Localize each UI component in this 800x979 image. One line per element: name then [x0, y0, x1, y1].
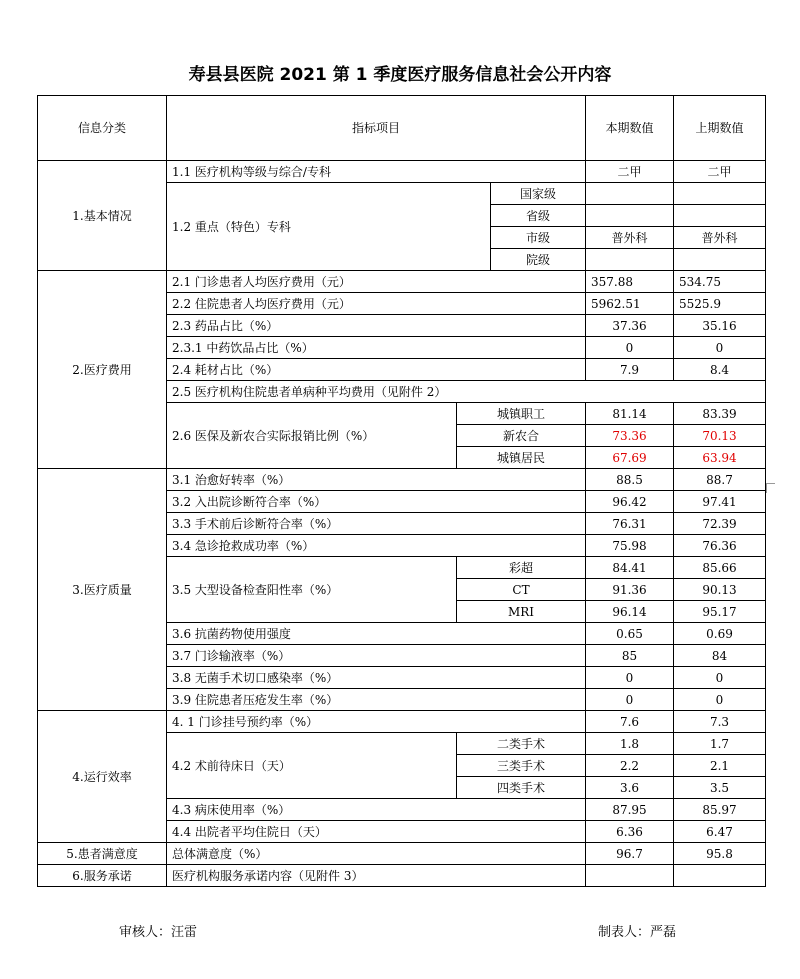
- current-value: 85: [586, 645, 674, 667]
- sub-label: 城镇职工: [457, 403, 586, 425]
- previous-value: 76.36: [674, 535, 766, 557]
- current-value: 357.88: [586, 271, 674, 293]
- indicator-label: 3.9 住院患者压疮发生率（%）: [167, 689, 586, 711]
- header-previous: 上期数值: [674, 96, 766, 161]
- indicator-label: 3.7 门诊输液率（%）: [167, 645, 586, 667]
- sub-label: 彩超: [457, 557, 586, 579]
- previous-value: [674, 183, 766, 205]
- indicator-label: 3.4 急诊抢救成功率（%）: [167, 535, 586, 557]
- sub-label: 国家级: [491, 183, 586, 205]
- category-cell: 6.服务承诺: [38, 865, 167, 887]
- indicator-label: 1.1 医疗机构等级与综合/专科: [167, 161, 586, 183]
- sub-label: 城镇居民: [457, 447, 586, 469]
- current-value: [586, 249, 674, 271]
- indicator-label: 3.8 无菌手术切口感染率（%）: [167, 667, 586, 689]
- current-value: 67.69: [586, 447, 674, 469]
- previous-value: 0: [674, 337, 766, 359]
- current-value: 96.14: [586, 601, 674, 623]
- previous-value: 63.94: [674, 447, 766, 469]
- previous-value: 0.69: [674, 623, 766, 645]
- table-row: [38, 271, 766, 293]
- sub-label: 院级: [491, 249, 586, 271]
- previous-value: 8.4: [674, 359, 766, 381]
- indicator-label: 2.3 药品占比（%）: [167, 315, 586, 337]
- current-value: 6.36: [586, 821, 674, 843]
- indicator-label: 3.5 大型设备检查阳性率（%）: [167, 557, 457, 623]
- header-current: 本期数值: [586, 96, 674, 161]
- indicator-label: 总体满意度（%）: [167, 843, 586, 865]
- category-cell: 5.患者满意度: [38, 843, 167, 865]
- indicator-label: 1.2 重点（特色）专科: [167, 183, 491, 271]
- current-value: 2.2: [586, 755, 674, 777]
- sub-label: 三类手术: [457, 755, 586, 777]
- current-value: 3.6: [586, 777, 674, 799]
- sub-label: 四类手术: [457, 777, 586, 799]
- indicator-label: 2.2 住院患者人均医疗费用（元）: [167, 293, 586, 315]
- previous-value: 1.7: [674, 733, 766, 755]
- sub-label: MRI: [457, 601, 586, 623]
- previous-value: 95.8: [674, 843, 766, 865]
- previous-value: 85.97: [674, 799, 766, 821]
- sub-label: 省级: [491, 205, 586, 227]
- category-cell: 1.基本情况: [38, 161, 167, 271]
- table-row: [38, 865, 766, 887]
- indicator-label: 医疗机构服务承诺内容（见附件 3）: [167, 865, 586, 887]
- current-value: 84.41: [586, 557, 674, 579]
- previous-value: 85.66: [674, 557, 766, 579]
- indicator-label: 4.2 术前待床日（天）: [167, 733, 457, 799]
- category-cell: 4.运行效率: [38, 711, 167, 843]
- table-row: [38, 843, 766, 865]
- current-value: 二甲: [586, 161, 674, 183]
- page-title: 寿县县医院 2021 第 1 季度医疗服务信息社会公开内容: [188, 65, 612, 85]
- previous-value: 83.39: [674, 403, 766, 425]
- sub-label: 新农合: [457, 425, 586, 447]
- current-value: 7.9: [586, 359, 674, 381]
- current-value: 76.31: [586, 513, 674, 535]
- current-value: 81.14: [586, 403, 674, 425]
- current-value: 73.36: [586, 425, 674, 447]
- corner-mark: [766, 483, 775, 493]
- previous-value: 84: [674, 645, 766, 667]
- indicator-label: 4.3 病床使用率（%）: [167, 799, 586, 821]
- indicator-label: 2.1 门诊患者人均医疗费用（元）: [167, 271, 586, 293]
- indicator-label: 2.3.1 中药饮品占比（%）: [167, 337, 586, 359]
- reviewer-signature: 审核人：汪雷: [119, 925, 198, 940]
- previous-value: 6.47: [674, 821, 766, 843]
- previous-value: 普外科: [674, 227, 766, 249]
- current-value: 0: [586, 667, 674, 689]
- indicator-label: 2.6 医保及新农合实际报销比例（%）: [167, 403, 457, 469]
- current-value: 5962.51: [586, 293, 674, 315]
- current-value: 96.7: [586, 843, 674, 865]
- indicator-label: 4. 1 门诊挂号预约率（%）: [167, 711, 586, 733]
- previous-value: 2.1: [674, 755, 766, 777]
- current-value: [586, 865, 674, 887]
- table-row: [38, 711, 766, 733]
- previous-value: 二甲: [674, 161, 766, 183]
- current-value: 0.65: [586, 623, 674, 645]
- previous-value: [674, 205, 766, 227]
- header-indicator: 指标项目: [167, 96, 586, 161]
- current-value: 0: [586, 337, 674, 359]
- table-row: [38, 469, 766, 491]
- sub-label: 二类手术: [457, 733, 586, 755]
- previous-value: 88.7: [674, 469, 766, 491]
- indicator-label: 3.3 手术前后诊断符合率（%）: [167, 513, 586, 535]
- indicator-label: 2.4 耗材占比（%）: [167, 359, 586, 381]
- previous-value: 90.13: [674, 579, 766, 601]
- current-value: 88.5: [586, 469, 674, 491]
- current-value: 普外科: [586, 227, 674, 249]
- category-cell: 3.医疗质量: [38, 469, 167, 711]
- current-value: 7.6: [586, 711, 674, 733]
- previous-value: [674, 249, 766, 271]
- current-value: 87.95: [586, 799, 674, 821]
- current-value: 75.98: [586, 535, 674, 557]
- current-value: 37.36: [586, 315, 674, 337]
- current-value: 1.8: [586, 733, 674, 755]
- indicator-label: 3.6 抗菌药物使用强度: [167, 623, 586, 645]
- indicator-label: 4.4 出院者平均住院日（天）: [167, 821, 586, 843]
- info-table: [37, 95, 766, 887]
- indicator-label: 2.5 医疗机构住院患者单病种平均费用（见附件 2）: [167, 381, 766, 403]
- previous-value: 95.17: [674, 601, 766, 623]
- previous-value: 72.39: [674, 513, 766, 535]
- current-value: [586, 183, 674, 205]
- previous-value: 534.75: [674, 271, 766, 293]
- previous-value: 0: [674, 667, 766, 689]
- previous-value: [674, 865, 766, 887]
- indicator-label: 3.1 治愈好转率（%）: [167, 469, 586, 491]
- header-category: 信息分类: [38, 96, 167, 161]
- previous-value: 7.3: [674, 711, 766, 733]
- sub-label: CT: [457, 579, 586, 601]
- previous-value: 97.41: [674, 491, 766, 513]
- preparer-signature: 制表人：严磊: [598, 925, 677, 940]
- previous-value: 0: [674, 689, 766, 711]
- table-header: [38, 96, 766, 161]
- current-value: 0: [586, 689, 674, 711]
- sub-label: 市级: [491, 227, 586, 249]
- indicator-label: 3.2 入出院诊断符合率（%）: [167, 491, 586, 513]
- current-value: 96.42: [586, 491, 674, 513]
- previous-value: 3.5: [674, 777, 766, 799]
- category-cell: 2.医疗费用: [38, 271, 167, 469]
- previous-value: 70.13: [674, 425, 766, 447]
- current-value: [586, 205, 674, 227]
- current-value: 91.36: [586, 579, 674, 601]
- previous-value: 5525.9: [674, 293, 766, 315]
- previous-value: 35.16: [674, 315, 766, 337]
- table-row: [38, 161, 766, 183]
